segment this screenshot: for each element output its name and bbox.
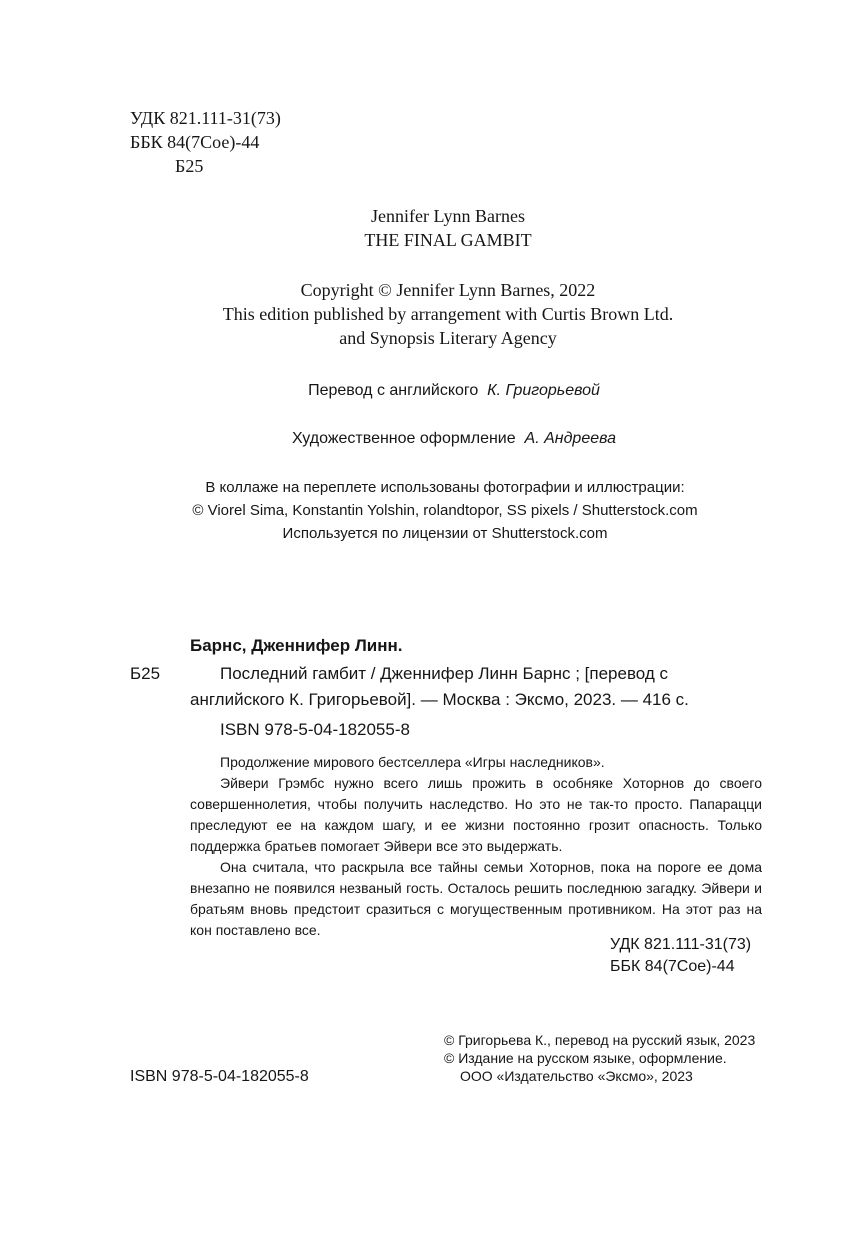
footer-copyright-2: © Издание на русском языке, оформление.	[444, 1050, 727, 1066]
cover-credit-line-1: В коллаже на переплете использованы фотографии и иллюстрации:	[205, 479, 685, 496]
design-label: Художественное оформление	[291, 430, 516, 447]
cover-credit-line-2: © Viorel Sima, Konstantin Yolshin, rolandtopor, SS pixels / Shutterstock.com	[192, 502, 698, 519]
catalog-mark: Б25	[130, 664, 161, 683]
annotation-paragraph-2: Эйвери Грэмбс нужно всего лишь прожить в особняке Хоторнов до своего совершеннолетия, чтобы получить наследство. Но это не так-то просто. Папарацци преследуют ее на каждом шагу, и ее жизни постоянно грозит опасность. Только поддержка братьев помогает Эйвери все это выдержать.	[190, 775, 762, 854]
annotation	[190, 752, 762, 941]
catalog-entry-line-2: английского К. Григорьевой]. — Москва : Эксмо, 2023. — 416 с.	[190, 690, 689, 709]
author-mark-top: Б25	[175, 156, 204, 176]
footer-copyright-3: ООО «Издательство «Эксмо», 2023	[460, 1068, 693, 1084]
bbk-code-bottom: ББК 84(7Сое)-44	[610, 958, 735, 975]
designer-name: А. Андреева	[524, 430, 617, 447]
cover-credit-line-3: Используется по лицензии от Shutterstock.com	[282, 525, 608, 542]
translator-name: К. Григорьевой	[487, 382, 600, 399]
translation-label: Перевод с английского	[308, 382, 479, 399]
copyright-line-3: and Synopsis Literary Agency	[339, 328, 557, 348]
footer-isbn: ISBN 978-5-04-182055-8	[130, 1068, 309, 1085]
copyright-line-2: This edition published by arrangement with Curtis Brown Ltd.	[222, 304, 674, 324]
original-author: Jennifer Lynn Barnes	[371, 206, 525, 226]
copyright-line-1: Copyright © Jennifer Lynn Barnes, 2022	[300, 280, 596, 300]
annotation-paragraph-3: Она считала, что раскрыла все тайны семьи Хоторнов, пока на пороге ее дома внезапно не появился незваный гость. Осталось решить последнюю загадку. Эйвери и братьям вновь предстоит сразиться с могущественным противником. На этот раз на кон поставлено все.	[190, 859, 762, 938]
bbk-code-top: ББК 84(7Сое)-44	[130, 132, 260, 152]
original-title: THE FINAL GAMBIT	[364, 230, 532, 250]
catalog-entry-line-1: Последний гамбит / Дженнифер Линн Барнс ; [перевод с	[220, 664, 669, 683]
udk-code-bottom: УДК 821.111-31(73)	[610, 936, 752, 953]
catalog-isbn: ISBN 978-5-04-182055-8	[220, 720, 410, 739]
design-credit	[0, 430, 844, 448]
annotation-paragraph-1: Продолжение мирового бестселлера «Игры наследников».	[220, 754, 605, 770]
translation-credit	[0, 382, 844, 400]
udk-code-top: УДК 821.111-31(73)	[130, 108, 281, 128]
catalog-heading: Барнс, Дженнифер Линн.	[190, 636, 403, 655]
footer-copyright-1: © Григорьева К., перевод на русский язык, 2023	[444, 1032, 756, 1048]
